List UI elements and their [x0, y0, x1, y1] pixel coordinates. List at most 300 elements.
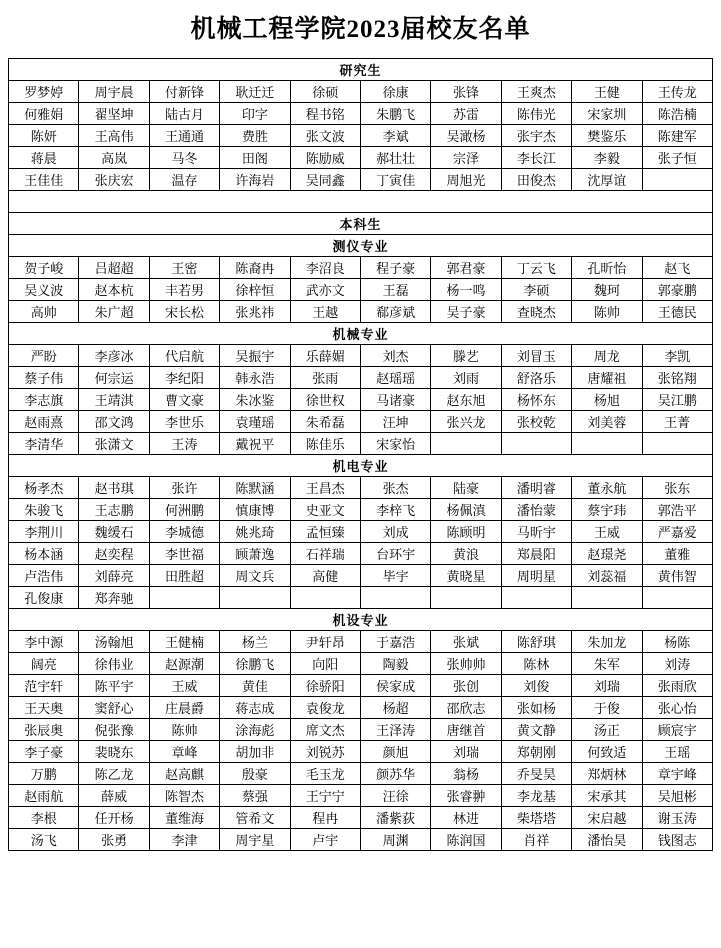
alumni-name-cell: 朱骏飞: [9, 498, 79, 520]
alumni-name-cell: 李世福: [149, 542, 219, 564]
table-row: [9, 718, 713, 740]
alumni-name-cell: 李梓飞: [360, 498, 430, 520]
major-heading-1-cell: 测仪专业: [9, 234, 713, 256]
alumni-name-cell: 裴晓东: [79, 740, 149, 762]
alumni-name-cell: 陈顾明: [431, 520, 501, 542]
table-row: [9, 388, 713, 410]
alumni-name-cell: 袁瑾瑶: [220, 410, 290, 432]
alumni-name-cell: 刘成: [360, 520, 430, 542]
major-heading-3-cell: 机电专业: [9, 454, 713, 476]
alumni-name-cell: 向阳: [290, 652, 360, 674]
alumni-name-cell: 杨本涵: [9, 542, 79, 564]
alumni-name-cell: 郭君豪: [431, 256, 501, 278]
alumni-name-cell: 周宇星: [220, 828, 290, 850]
alumni-name-cell: 陈伟光: [501, 102, 571, 124]
alumni-name-cell: 赵飞: [642, 256, 712, 278]
alumni-name-cell: 徐梓恒: [220, 278, 290, 300]
alumni-name-cell: 徐康: [360, 80, 430, 102]
alumni-name-cell: 魏珂: [572, 278, 642, 300]
alumni-name-cell: 张睿翀: [431, 784, 501, 806]
empty-cell: [149, 586, 219, 608]
roster-table: [8, 58, 713, 851]
alumni-name-cell: 郝壮壮: [360, 146, 430, 168]
alumni-name-cell: 陈智杰: [149, 784, 219, 806]
alumni-name-cell: 孔俊康: [9, 586, 79, 608]
alumni-name-cell: 魏缓石: [79, 520, 149, 542]
alumni-name-cell: 刘瑞: [431, 740, 501, 762]
alumni-name-cell: 罗梦婷: [9, 80, 79, 102]
alumni-name-cell: 张勇: [79, 828, 149, 850]
alumni-name-cell: 宗泽: [431, 146, 501, 168]
alumni-name-cell: 汪徐: [360, 784, 430, 806]
alumni-name-cell: 温存: [149, 168, 219, 190]
alumni-name-cell: 王昌杰: [290, 476, 360, 498]
alumni-name-cell: 于俊: [572, 696, 642, 718]
alumni-name-cell: 胡加非: [220, 740, 290, 762]
alumni-name-cell: 毛玉龙: [290, 762, 360, 784]
alumni-name-cell: 杨一鸣: [431, 278, 501, 300]
alumni-name-cell: 张杰: [360, 476, 430, 498]
table-row: [9, 784, 713, 806]
alumni-name-cell: 汤翰旭: [79, 630, 149, 652]
alumni-name-cell: 于嘉浩: [360, 630, 430, 652]
table-row: [9, 410, 713, 432]
alumni-name-cell: 陈帅: [149, 718, 219, 740]
alumni-name-cell: 吴旭彬: [642, 784, 712, 806]
alumni-name-cell: 陈帅: [572, 300, 642, 322]
alumni-name-cell: 高岚: [79, 146, 149, 168]
empty-cell: [572, 586, 642, 608]
alumni-name-cell: 李根: [9, 806, 79, 828]
alumni-name-cell: 王传龙: [642, 80, 712, 102]
alumni-name-cell: 刘雨: [431, 366, 501, 388]
empty-cell: [642, 168, 712, 190]
alumni-name-cell: 潘明睿: [501, 476, 571, 498]
alumni-name-cell: 窦舒心: [79, 696, 149, 718]
alumni-name-cell: 王宁宁: [290, 784, 360, 806]
alumni-name-cell: 陈浩楠: [642, 102, 712, 124]
table-row: [9, 674, 713, 696]
alumni-name-cell: 陈平宇: [79, 674, 149, 696]
alumni-name-cell: 宋启越: [572, 806, 642, 828]
alumni-name-cell: 倪张豫: [79, 718, 149, 740]
alumni-name-cell: 陈佳乐: [290, 432, 360, 454]
alumni-name-cell: 殷豪: [220, 762, 290, 784]
alumni-name-cell: 张庆宏: [79, 168, 149, 190]
alumni-name-cell: 杨怀东: [501, 388, 571, 410]
section-heading-1: [9, 58, 713, 80]
table-row: [9, 652, 713, 674]
alumni-name-cell: 肖祥: [501, 828, 571, 850]
alumni-name-cell: 潘紫荻: [360, 806, 430, 828]
alumni-name-cell: 陈裔冉: [220, 256, 290, 278]
alumni-name-cell: 刘涛: [642, 652, 712, 674]
alumni-name-cell: 李凯: [642, 344, 712, 366]
alumni-name-cell: 徐骄阳: [290, 674, 360, 696]
alumni-name-cell: 周文兵: [220, 564, 290, 586]
alumni-name-cell: 丰若男: [149, 278, 219, 300]
alumni-name-cell: 顾宸宇: [642, 718, 712, 740]
alumni-name-cell: 许海岩: [220, 168, 290, 190]
alumni-name-cell: 卢浩伟: [9, 564, 79, 586]
alumni-name-cell: 张宇杰: [501, 124, 571, 146]
alumni-name-cell: 林进: [431, 806, 501, 828]
page-title: 机械工程学院2023届校友名单: [190, 16, 531, 43]
alumni-name-cell: 王威: [149, 674, 219, 696]
alumni-name-cell: 赵奕程: [79, 542, 149, 564]
alumni-name-cell: 徐硕: [290, 80, 360, 102]
alumni-name-cell: 王通通: [149, 124, 219, 146]
alumni-name-cell: 周明星: [501, 564, 571, 586]
alumni-name-cell: 宋家怡: [360, 432, 430, 454]
alumni-name-cell: 谢玉涛: [642, 806, 712, 828]
major-heading-1: [9, 234, 713, 256]
alumni-name-cell: 李沼良: [290, 256, 360, 278]
alumni-name-cell: 严盼: [9, 344, 79, 366]
empty-cell: [642, 586, 712, 608]
alumni-name-cell: 程书铭: [290, 102, 360, 124]
alumni-name-cell: 马冬: [149, 146, 219, 168]
alumni-name-cell: 吕超超: [79, 256, 149, 278]
alumni-name-cell: 李毅: [572, 146, 642, 168]
alumni-name-cell: 张辰奥: [9, 718, 79, 740]
alumni-name-cell: 马昕宇: [501, 520, 571, 542]
table-row: [9, 828, 713, 850]
alumni-name-cell: 慎康博: [220, 498, 290, 520]
table-row: [9, 520, 713, 542]
alumni-name-cell: 董雅: [642, 542, 712, 564]
table-row: [9, 344, 713, 366]
table-row: [9, 278, 713, 300]
major-heading-4: [9, 608, 713, 630]
alumni-name-cell: 李中源: [9, 630, 79, 652]
alumni-name-cell: 王磊: [360, 278, 430, 300]
alumni-name-cell: 丁云飞: [501, 256, 571, 278]
alumni-name-cell: 曹文豪: [149, 388, 219, 410]
alumni-name-cell: 何宗运: [79, 366, 149, 388]
major-heading-4-cell: 机设专业: [9, 608, 713, 630]
empty-cell: [360, 586, 430, 608]
spacer-cell: [9, 190, 713, 212]
alumni-name-cell: 李津: [149, 828, 219, 850]
alumni-name-cell: 刘冒玉: [501, 344, 571, 366]
alumni-name-cell: 王德民: [642, 300, 712, 322]
alumni-name-cell: 田俊杰: [501, 168, 571, 190]
empty-cell: [431, 586, 501, 608]
alumni-name-cell: 蔡子伟: [9, 366, 79, 388]
alumni-name-cell: 王健楠: [149, 630, 219, 652]
alumni-name-cell: 乔旻昊: [501, 762, 571, 784]
alumni-name-cell: 张兴龙: [431, 410, 501, 432]
alumni-name-cell: 王菁: [642, 410, 712, 432]
alumni-name-cell: 李硕: [501, 278, 571, 300]
alumni-name-cell: 陈励威: [290, 146, 360, 168]
empty-cell: [220, 586, 290, 608]
alumni-name-cell: 毕宇: [360, 564, 430, 586]
alumni-name-cell: 张创: [431, 674, 501, 696]
alumni-name-cell: 张斌: [431, 630, 501, 652]
empty-cell: [501, 586, 571, 608]
alumni-name-cell: 颜旭: [360, 740, 430, 762]
alumni-name-cell: 刘薛亮: [79, 564, 149, 586]
alumni-name-cell: 任开杨: [79, 806, 149, 828]
alumni-name-cell: 郑晨阳: [501, 542, 571, 564]
alumni-name-cell: 唐继首: [431, 718, 501, 740]
roster-table-body: [9, 58, 713, 850]
alumni-name-cell: 高帅: [9, 300, 79, 322]
alumni-name-cell: 刘蕊福: [572, 564, 642, 586]
alumni-name-cell: 吴江鹏: [642, 388, 712, 410]
alumni-name-cell: 顾萧逸: [220, 542, 290, 564]
table-row: [9, 366, 713, 388]
alumni-name-cell: 樊鉴乐: [572, 124, 642, 146]
alumni-name-cell: 张雨欣: [642, 674, 712, 696]
alumni-name-cell: 何致适: [572, 740, 642, 762]
alumni-name-cell: 王泽涛: [360, 718, 430, 740]
alumni-name-cell: 程子豪: [360, 256, 430, 278]
alumni-name-cell: 唐耀祖: [572, 366, 642, 388]
major-heading-3: [9, 454, 713, 476]
table-row: [9, 586, 713, 608]
major-heading-2-cell: 机械专业: [9, 322, 713, 344]
table-row: [9, 476, 713, 498]
alumni-name-cell: 涂海彪: [220, 718, 290, 740]
alumni-name-cell: 郗彦斌: [360, 300, 430, 322]
alumni-name-cell: 刘杰: [360, 344, 430, 366]
alumni-name-cell: 赵瑶瑶: [360, 366, 430, 388]
alumni-name-cell: 乐薛媚: [290, 344, 360, 366]
alumni-name-cell: 侯家成: [360, 674, 430, 696]
alumni-name-cell: 王涛: [149, 432, 219, 454]
alumni-name-cell: 贺子峻: [9, 256, 79, 278]
table-row: [9, 146, 713, 168]
alumni-name-cell: 赵书琪: [79, 476, 149, 498]
alumni-name-cell: 陆古月: [149, 102, 219, 124]
alumni-name-cell: 王瑶: [642, 740, 712, 762]
alumni-name-cell: 舒洛乐: [501, 366, 571, 388]
alumni-name-cell: 代启航: [149, 344, 219, 366]
alumni-name-cell: 杨旭: [572, 388, 642, 410]
alumni-name-cell: 朱冰鉴: [220, 388, 290, 410]
alumni-name-cell: 王高伟: [79, 124, 149, 146]
alumni-name-cell: 杨陈: [642, 630, 712, 652]
alumni-name-cell: 张文波: [290, 124, 360, 146]
table-row: [9, 696, 713, 718]
alumni-name-cell: 赵本杭: [79, 278, 149, 300]
alumni-name-cell: 薛威: [79, 784, 149, 806]
alumni-name-cell: 李纪阳: [149, 366, 219, 388]
section-heading-2: [9, 212, 713, 234]
alumni-name-cell: 郑朝刚: [501, 740, 571, 762]
alumni-name-cell: 杨孝杰: [9, 476, 79, 498]
alumni-name-cell: 董永航: [572, 476, 642, 498]
alumni-name-cell: 郭浩平: [642, 498, 712, 520]
alumni-name-cell: 范宇轩: [9, 674, 79, 696]
alumni-name-cell: 石祥瑞: [290, 542, 360, 564]
table-row: [9, 762, 713, 784]
alumni-name-cell: 张雨: [290, 366, 360, 388]
alumni-name-cell: 卢宇: [290, 828, 360, 850]
alumni-name-cell: 孔昕怡: [572, 256, 642, 278]
alumni-name-cell: 李清华: [9, 432, 79, 454]
table-row: [9, 432, 713, 454]
alumni-name-cell: 田胜超: [149, 564, 219, 586]
alumni-name-cell: 朱希磊: [290, 410, 360, 432]
alumni-name-cell: 刘瑞: [572, 674, 642, 696]
alumni-name-cell: 蔡强: [220, 784, 290, 806]
alumni-name-cell: 郑炳林: [572, 762, 642, 784]
alumni-name-cell: 程冉: [290, 806, 360, 828]
table-row: [9, 806, 713, 828]
table-row: [9, 256, 713, 278]
alumni-name-cell: 李龙基: [501, 784, 571, 806]
alumni-name-cell: 杨佩滇: [431, 498, 501, 520]
alumni-name-cell: 王佳佳: [9, 168, 79, 190]
alumni-name-cell: 张锋: [431, 80, 501, 102]
alumni-name-cell: 陈润国: [431, 828, 501, 850]
alumni-name-cell: 张潇文: [79, 432, 149, 454]
alumni-name-cell: 翟坚坤: [79, 102, 149, 124]
alumni-name-cell: 周龙: [572, 344, 642, 366]
alumni-name-cell: 戴祝平: [220, 432, 290, 454]
alumni-name-cell: 张如杨: [501, 696, 571, 718]
alumni-name-cell: 邵文鸿: [79, 410, 149, 432]
alumni-name-cell: 张铭翔: [642, 366, 712, 388]
alumni-name-cell: 庄晨爵: [149, 696, 219, 718]
table-row: [9, 102, 713, 124]
alumni-name-cell: 史亚文: [290, 498, 360, 520]
alumni-name-cell: 张许: [149, 476, 219, 498]
alumni-name-cell: 潘怡昊: [572, 828, 642, 850]
alumni-name-cell: 陈乙龙: [79, 762, 149, 784]
alumni-name-cell: 赵源潮: [149, 652, 219, 674]
alumni-name-cell: 朱加龙: [572, 630, 642, 652]
alumni-name-cell: 黄伟智: [642, 564, 712, 586]
alumni-name-cell: 费胜: [220, 124, 290, 146]
alumni-name-cell: 李长江: [501, 146, 571, 168]
alumni-name-cell: 付新锋: [149, 80, 219, 102]
alumni-name-cell: 李斌: [360, 124, 430, 146]
alumni-name-cell: 蔡宇玮: [572, 498, 642, 520]
alumni-name-cell: 张心怡: [642, 696, 712, 718]
alumni-name-cell: 汤飞: [9, 828, 79, 850]
empty-cell: [501, 432, 571, 454]
alumni-name-cell: 王爽杰: [501, 80, 571, 102]
alumni-name-cell: 姚兆琦: [220, 520, 290, 542]
alumni-name-cell: 宋承其: [572, 784, 642, 806]
alumni-name-cell: 蒋晨: [9, 146, 79, 168]
alumni-name-cell: 周渊: [360, 828, 430, 850]
table-row: [9, 124, 713, 146]
alumni-name-cell: 李子豪: [9, 740, 79, 762]
alumni-name-cell: 赵高麒: [149, 762, 219, 784]
alumni-name-cell: 张东: [642, 476, 712, 498]
alumni-name-cell: 张子恒: [642, 146, 712, 168]
alumni-name-cell: 黄浪: [431, 542, 501, 564]
table-row: [9, 168, 713, 190]
alumni-name-cell: 刘美蓉: [572, 410, 642, 432]
alumni-name-cell: 何雅娟: [9, 102, 79, 124]
alumni-name-cell: 杨兰: [220, 630, 290, 652]
alumni-name-cell: 袁俊龙: [290, 696, 360, 718]
table-row: [9, 564, 713, 586]
alumni-name-cell: 张校乾: [501, 410, 571, 432]
alumni-name-cell: 马诸豪: [360, 388, 430, 410]
alumni-name-cell: 张帅帅: [431, 652, 501, 674]
alumni-name-cell: 颜苏华: [360, 762, 430, 784]
alumni-name-cell: 宋长松: [149, 300, 219, 322]
alumni-name-cell: 滕艺: [431, 344, 501, 366]
alumni-name-cell: 吴义波: [9, 278, 79, 300]
alumni-name-cell: 席文杰: [290, 718, 360, 740]
empty-cell: [290, 586, 360, 608]
alumni-name-cell: 李城德: [149, 520, 219, 542]
empty-cell: [642, 432, 712, 454]
alumni-name-cell: 台环宇: [360, 542, 430, 564]
alumni-name-cell: 黄文静: [501, 718, 571, 740]
alumni-name-cell: 严嘉爱: [642, 520, 712, 542]
alumni-name-cell: 宋家圳: [572, 102, 642, 124]
alumni-name-cell: 陈林: [501, 652, 571, 674]
alumni-name-cell: 万鹏: [9, 762, 79, 784]
spacer-row: [9, 190, 713, 212]
alumni-name-cell: 钱图志: [642, 828, 712, 850]
table-row: [9, 498, 713, 520]
alumni-name-cell: 沈厚谊: [572, 168, 642, 190]
alumni-name-cell: 阔亮: [9, 652, 79, 674]
table-row: [9, 80, 713, 102]
alumni-name-cell: 徐世权: [290, 388, 360, 410]
alumni-name-cell: 郭豪鹏: [642, 278, 712, 300]
alumni-name-cell: 朱鹏飞: [360, 102, 430, 124]
alumni-name-cell: 吴澉杨: [431, 124, 501, 146]
alumni-name-cell: 朱军: [572, 652, 642, 674]
alumni-name-cell: 武亦文: [290, 278, 360, 300]
alumni-name-cell: 吴振宇: [220, 344, 290, 366]
table-row: [9, 542, 713, 564]
alumni-name-cell: 黄晓星: [431, 564, 501, 586]
alumni-name-cell: 黄佳: [220, 674, 290, 696]
alumni-name-cell: 潘怡蒙: [501, 498, 571, 520]
major-heading-2: [9, 322, 713, 344]
alumni-name-cell: 翁杨: [431, 762, 501, 784]
alumni-name-cell: 陈舒琪: [501, 630, 571, 652]
alumni-name-cell: 章峰: [149, 740, 219, 762]
alumni-name-cell: 王天奥: [9, 696, 79, 718]
alumni-name-cell: 赵雨航: [9, 784, 79, 806]
alumni-name-cell: 韩永浩: [220, 366, 290, 388]
alumni-name-cell: 朱广超: [79, 300, 149, 322]
alumni-name-cell: 陈建军: [642, 124, 712, 146]
alumni-name-cell: 邵欣志: [431, 696, 501, 718]
alumni-name-cell: 徐伟业: [79, 652, 149, 674]
alumni-name-cell: 李志旗: [9, 388, 79, 410]
alumni-name-cell: 李荆川: [9, 520, 79, 542]
alumni-name-cell: 李世乐: [149, 410, 219, 432]
section-heading-1-cell: 研究生: [9, 58, 713, 80]
alumni-name-cell: 李彦冰: [79, 344, 149, 366]
alumni-name-cell: 张兆祎: [220, 300, 290, 322]
alumni-name-cell: 郑奔驰: [79, 586, 149, 608]
empty-cell: [572, 432, 642, 454]
section-heading-2-cell: 本科生: [9, 212, 713, 234]
alumni-name-cell: 孟恒臻: [290, 520, 360, 542]
alumni-name-cell: 蒋志成: [220, 696, 290, 718]
alumni-name-cell: 吴子豪: [431, 300, 501, 322]
alumni-name-cell: 周旭光: [431, 168, 501, 190]
alumni-name-cell: 徐鹏飞: [220, 652, 290, 674]
alumni-name-cell: 王密: [149, 256, 219, 278]
